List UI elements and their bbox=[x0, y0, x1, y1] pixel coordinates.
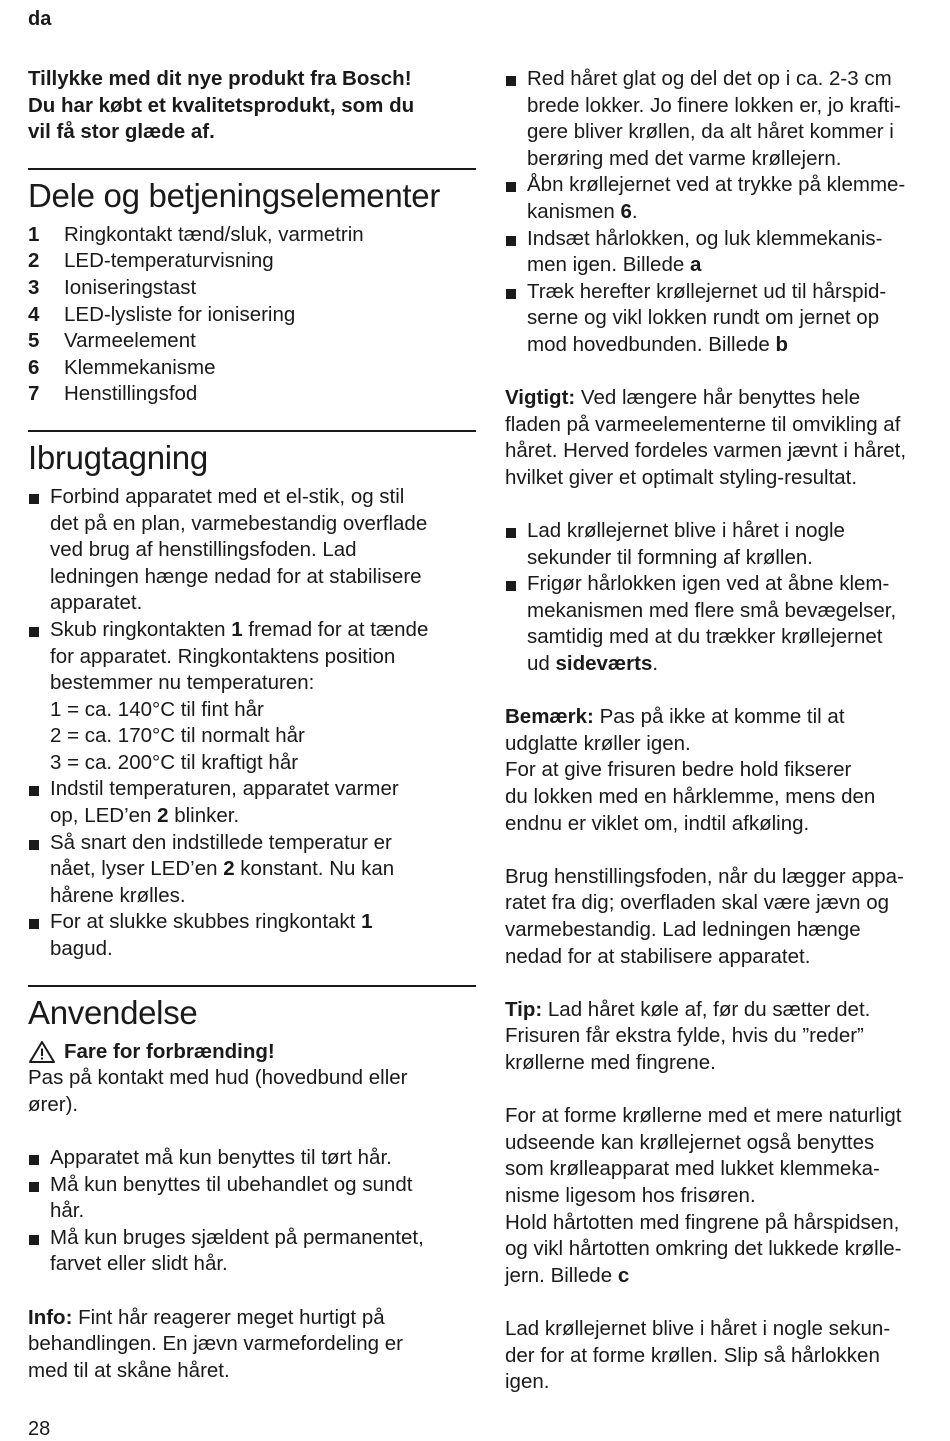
bullet-square-icon bbox=[506, 182, 516, 192]
bullet-square-icon bbox=[29, 494, 39, 504]
important-note: Vigtigt: Ved længere hår benyttes hele fladen på varmeelementerne til omvikling af håret. Herved fordeles varmen jævnt i håret, hvilket giver et optimalt styling-resultat. bbox=[505, 386, 907, 489]
parts-item: 3 Ioniseringstast bbox=[28, 275, 197, 299]
usage-steps-list bbox=[505, 66, 945, 359]
bullet-square-icon bbox=[506, 581, 516, 591]
warning-text: Pas på kontakt med hud (hovedbund eller ører). bbox=[28, 1066, 408, 1116]
bullet-square-icon bbox=[29, 627, 39, 637]
section-title-ibrugtagning: Ibrugtagning bbox=[28, 438, 208, 476]
section-divider bbox=[28, 985, 476, 987]
tip-note: Tip: Lad håret køle af, før du sætter det. Frisuren får ekstra fylde, hvis du ”reder” krøllerne med fingrene. bbox=[505, 997, 871, 1074]
final-paragraph: Lad krøllejernet blive i håret i nogle sekun- der for at forme krøllen. Slip så hårlokken igen. bbox=[505, 1316, 891, 1394]
section-divider bbox=[28, 430, 476, 432]
natural-curls-paragraph: For at forme krøllerne med et mere naturligt udseende kan krøllejernet også benyttes som krølleapparat med lukket klemmeka- nisme ligesom hos frisøren. Hold hårtotten med fingrene på hårspidsen, og vikl hårtotten omkring det lukkede krølle- jern. Billede c bbox=[505, 1104, 902, 1287]
bullet-square-icon bbox=[506, 528, 516, 538]
bullet-square-icon bbox=[29, 786, 39, 796]
parts-item: 6 Klemmekanisme bbox=[28, 355, 216, 379]
release-steps-list bbox=[505, 518, 945, 678]
bullet-item: Forbind apparatet med et el-stik, og stil det på en plan, varmebestandig overflade ved brug af henstillingsfoden. Lad ledningen hænge nedad for at stabilisere apparatet. bbox=[28, 484, 476, 617]
ibrugtagning-list bbox=[28, 484, 476, 963]
bullet-square-icon bbox=[506, 236, 516, 246]
bullet-item: Må kun bruges sjældent på permanentet, farvet eller slidt hår. bbox=[28, 1225, 476, 1278]
parts-item: 2 LED-temperaturvisning bbox=[28, 249, 274, 273]
bullet-item: Indsæt hårlokken, og luk klemmekanis- men igen. Billede a bbox=[505, 226, 945, 279]
parts-item: 1 Ringkontakt tænd/sluk, varmetrin bbox=[28, 222, 364, 246]
section-divider bbox=[28, 168, 476, 170]
bullet-square-icon bbox=[29, 919, 39, 929]
bullet-item: Så snart den indstillede temperatur er nået, lyser LED’en 2 konstant. Nu kan hårene krølles. bbox=[28, 830, 476, 910]
remark-note: Bemærk: Pas på ikke at komme til at udglatte krøller igen. For at give frisuren bedre hold fikserer du lokken med en hårklemme, mens den endnu er viklet om, indtil afkøling. bbox=[505, 705, 876, 835]
page-number: 28 bbox=[28, 1418, 51, 1440]
parts-item: 7 Henstillingsfod bbox=[28, 382, 198, 406]
intro-text: Tillykke med dit nye produkt fra Bosch! Du har købt et kvalitetsprodukt, som du vil få stor glæde af. bbox=[28, 67, 415, 144]
bullet-item: Frigør hårlokken igen ved at åbne klem- mekanismen med flere små bevægelser, samtidig med at du trækker krøllejernet ud sideværts. bbox=[505, 571, 945, 677]
bullet-item: Indstil temperaturen, apparatet varmer op, LED’en 2 blinker. bbox=[28, 776, 476, 829]
bullet-item: Skub ringkontakten 1 fremad for at tænde for apparatet. Ringkontaktens position bestemmer nu temperaturen: 1 = ca. 140°C til fint hår 2 = ca. 170°C til normalt hår 3 = ca. 200°C til kraftigt hår bbox=[28, 617, 476, 777]
bullet-item: Træk herefter krøllejernet ud til hårspid- serne og vikl lokken rundt om jernet op mod hovedbunden. Billede b bbox=[505, 279, 945, 359]
bullet-square-icon bbox=[29, 1182, 39, 1192]
bullet-item: Må kun benyttes til ubehandlet og sundt hår. bbox=[28, 1172, 476, 1225]
stand-paragraph: Brug henstillingsfoden, når du lægger appa- ratet fra dig; overfladen skal være jævn og varmebestandig. Lad ledningen hænge nedad for at stabilisere apparatet. bbox=[505, 864, 904, 968]
bullet-item: For at slukke skubbes ringkontakt 1 bagud. bbox=[28, 909, 476, 962]
warning-triangle-icon bbox=[28, 1040, 56, 1064]
bullet-item: Åbn krøllejernet ved at trykke på klemme- kanismen 6. bbox=[505, 172, 945, 225]
bullet-square-icon bbox=[29, 1235, 39, 1245]
parts-item: 4 LED-lysliste for ionisering bbox=[28, 302, 296, 326]
parts-list bbox=[28, 222, 476, 408]
info-note: Info: Fint hår reagerer meget hurtigt på behandlingen. En jævn varmefordeling er med til at skåne håret. bbox=[28, 1305, 403, 1382]
bullet-item: Lad krøllejernet blive i håret i nogle sekunder til formning af krøllen. bbox=[505, 518, 945, 571]
bullet-item: Apparatet må kun benyttes til tørt hår. bbox=[28, 1145, 476, 1172]
section-title-parts: Dele og betjeningselementer bbox=[28, 176, 441, 214]
right-column bbox=[505, 66, 945, 1396]
bullet-item: Red håret glat og del det op i ca. 2-3 cm brede lokker. Jo finere lokken er, jo krafti- gere bliver krøllen, da alt håret kommer i berøring med det varme krøllejern. bbox=[505, 66, 945, 172]
bullet-square-icon bbox=[506, 76, 516, 86]
language-code: da bbox=[28, 8, 52, 30]
warning-heading: Fare for forbrænding! bbox=[28, 1039, 476, 1066]
bullet-square-icon bbox=[29, 840, 39, 850]
section-title-anvendelse: Anvendelse bbox=[28, 993, 198, 1031]
bullet-square-icon bbox=[506, 289, 516, 299]
anvendelse-list bbox=[28, 1145, 476, 1278]
parts-item: 5 Varmeelement bbox=[28, 329, 196, 353]
left-column bbox=[28, 66, 476, 1384]
bullet-square-icon bbox=[29, 1155, 39, 1165]
